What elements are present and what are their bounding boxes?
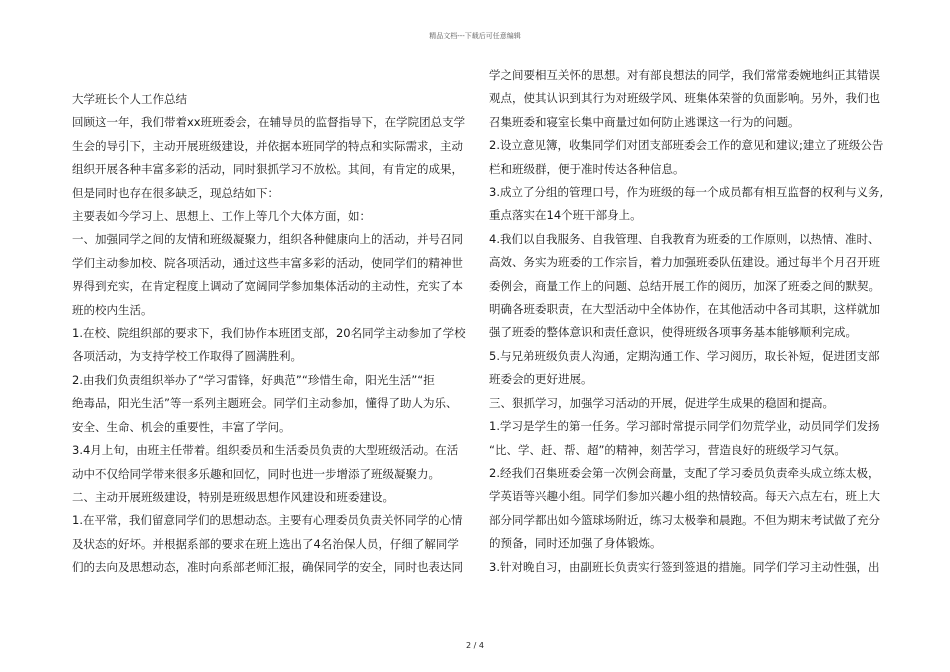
text-line: 学之间要相互关怀的思想。对有部良想法的同学，我们常常委婉地纠正其错误 bbox=[489, 68, 880, 82]
text-line: 班的校内生活。 bbox=[72, 302, 153, 317]
text-line: 1.在校、院组织部的要求下，我们协作本班团支部，20名同学主动参加了学校 bbox=[72, 326, 466, 341]
text-line: 班委会的更好进展。 bbox=[489, 372, 593, 387]
page-header: 精品文档---下载后可任意编辑 bbox=[429, 32, 521, 40]
text-line: 2.经我们召集班委会第一次例会商量，支配了学习委员负责牵头成立练太极， bbox=[489, 465, 880, 480]
text-line: 界得到充实，在肯定程度上调动了宽阔同学参加集体活动的主动性，充实了本 bbox=[72, 279, 463, 294]
text-line: 三、狠抓学习，加强学习活动的开展，促进学生成果的稳固和提高。 bbox=[489, 395, 834, 410]
text-line: 但是同时也存在很多缺乏，现总结如下： bbox=[72, 185, 279, 200]
text-line: 3.成立了分组的管理口号，作为班级的每一个成员都有相互监督的权利与义务, bbox=[489, 185, 884, 200]
text-line: 委例会，商量工作上的问题、总结开展工作的阅历，加深了班委之间的默契。 bbox=[489, 278, 880, 293]
text-line: 学们主动参加校、院各项活动，通过这些丰富多彩的活动，使同学们的精神世 bbox=[72, 255, 463, 270]
text-line: 回顾这一年，我们带着xx班班委会，在辅导员的监督指导下，在学院团总支学 bbox=[72, 115, 466, 130]
left-column bbox=[72, 64, 474, 580]
text-line: 3.4月上旬，由班主任带着。组织委员和生活委员负责的大型班级活动。在活 bbox=[72, 443, 459, 458]
text-line: 强了班委的整体意识和责任意识，使得班级各项事务基本能够顺利完成。 bbox=[489, 325, 857, 340]
text-line: 高效、务实为班委的工作宗旨，着力加强班委队伍建设。通过每半个月召开班 bbox=[489, 255, 880, 270]
text-line: 观点，使其认识到其行为对班级学风、班集体荣誉的负面影响。另外，我们也 bbox=[489, 91, 880, 106]
text-line: 的预备，同时还加强了身体锻炼。 bbox=[489, 536, 662, 551]
text-line: 2.设立意见簿，收集同学们对团支部班委会工作的意见和建议;建立了班级公告 bbox=[489, 138, 884, 153]
text-line: 一、加强同学之间的友情和班级凝聚力，组织各种健康向上的活动，并号召同 bbox=[72, 232, 463, 247]
text-line: 1.在平常，我们留意同学们的思想动态。主要有心理委员负责关怀同学的心情 bbox=[72, 513, 463, 528]
text-line: 及状态的好坏。并根据系部的要求在班上选出了4名治保人员，仔细了解同学 bbox=[72, 536, 459, 551]
text-line: 们的去向及思想动态，准时向系部老师汇报，确保同学的安全，同时也表达同 bbox=[72, 560, 463, 575]
text-line: 生会的导引下，主动开展班级建设，并依据本班同学的特点和实际需求，主动 bbox=[72, 138, 463, 153]
text-line: 主要表如今学习上、思想上、工作上等几个大体方面，如： bbox=[72, 209, 371, 224]
text-line: 5.与兄弟班级负责人沟通，定期沟通工作、学习阅历，取长补短，促进团支部 bbox=[489, 348, 880, 363]
text-line: 各项活动，为支持学校工作取得了圆满胜利。 bbox=[72, 349, 302, 364]
text-line: 部分同学都出如今篮球场附近，练习太极拳和晨跑。不但为期末考试做了充分 bbox=[489, 512, 880, 527]
text-line: 明确各班委职责，在大型活动中全体协作，在其他活动中各司其职，这样就加 bbox=[489, 302, 880, 317]
text-line: 召集班委和寝室长集中商量过如何防止逃课这一行为的问题。 bbox=[489, 114, 800, 129]
text-line: 栏和班级群，便于准时传达各种信息。 bbox=[489, 161, 685, 176]
text-line: 安全、生命、机会的重要性，丰富了学问。 bbox=[72, 419, 291, 434]
text-line: 2.由我们负责组织举办了“学习雷锋，好典范”“珍惜生命，阳光生活”“拒 bbox=[72, 372, 435, 387]
document-title: 大学班长个人工作总结 bbox=[72, 92, 187, 106]
text-line: 二、主动开展班级建设，特别是班级思想作风建设和班委建设。 bbox=[72, 489, 394, 504]
text-line: “比、学、赶、帮、超”的精神，刻苦学习，营造良好的班级学习气氛。 bbox=[489, 442, 846, 457]
page-number: 2 / 4 bbox=[466, 641, 484, 650]
text-line: 3.针对晚自习，由副班长负责实行签到签退的措施。同学们学习主动性强，出 bbox=[489, 559, 880, 574]
text-line: 动中不仅给同学带来很多乐趣和回忆，同时也进一步增添了班级凝聚力。 bbox=[72, 466, 440, 481]
text-line: 绝毒品，阳光生活”等一系列主题班会。同学们主动参加，懂得了助人为乐、 bbox=[72, 396, 458, 411]
text-line: 1.学习是学生的第一任务。学习部时常提示同学们勿荒学业，动员同学们发扬 bbox=[489, 419, 880, 434]
text-line: 学英语等兴趣小组。同学们参加兴趣小组的热情较高。每天六点左右，班上大 bbox=[489, 489, 880, 504]
text-line: 4.我们以自我服务、自我管理、自我教育为班委的工作原则，以热情、准时、 bbox=[489, 231, 880, 246]
text-line: 重点落实在14个班干部身上。 bbox=[489, 208, 642, 223]
right-column bbox=[489, 64, 884, 579]
text-line: 组织开展各种丰富多彩的活动，同时狠抓学习不放松。其间，有肯定的成果， bbox=[72, 162, 463, 177]
